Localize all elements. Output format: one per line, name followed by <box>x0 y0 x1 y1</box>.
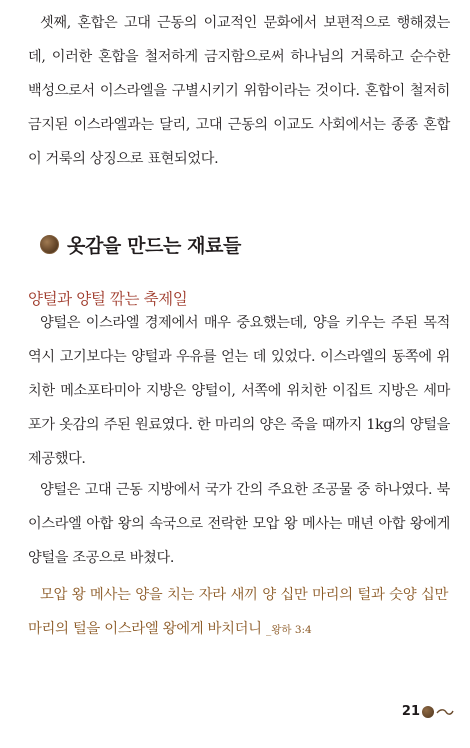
paragraph-1: 셋째, 혼합은 고대 근동의 이교적인 문화에서 보편적으로 행해졌는데, 이러한 혼합을 철저하게 금지함으로써 하나님의 거룩하고 순수한 백성으로서 이스라엘을 구별시키기 위함이라는 것이다. 혼합이 철저히 금지된 이스라엘과는 달리, 고대 근동의 이교도 사회에서는 종종 혼합이 거룩의 상징으로 표현되었다. <box>28 15 450 167</box>
brown-bead-icon <box>422 706 434 718</box>
subheading: 양털과 양털 깎는 축제일 <box>28 290 188 308</box>
quote-source: _왕하 3:4 <box>265 624 312 636</box>
section-heading <box>40 225 241 263</box>
flourish-icon <box>436 707 454 717</box>
page-number: 21 <box>401 704 420 719</box>
brown-bead-icon <box>40 235 59 254</box>
paragraph-3: 양털은 고대 근동 지방에서 국가 간의 주요한 조공물 중 하나였다. 북이스라엘 아합 왕의 속국으로 전락한 모압 왕 메사는 매년 아합 왕에게 양털을 조공으로 바쳤다. <box>28 482 450 566</box>
quote-text: 모압 왕 메사는 양을 치는 자라 새끼 양 십만 마리의 털과 숫양 십만 마리의 털을 이스라엘 왕에게 바치더니 <box>28 587 448 637</box>
page-footer <box>402 704 454 719</box>
section-heading-text: 옷감을 만드는 재료들 <box>67 234 242 257</box>
scripture-quote <box>28 578 448 647</box>
paragraph-2: 양털은 이스라엘 경제에서 매우 중요했는데, 양을 키우는 주된 목적 역시 고기보다는 양털과 우유를 얻는 데 있었다. 이스라엘의 동쪽에 위치한 메소포타미아 지방은 양털이, 서쪽에 위치한 이집트 지방은 세마포가 옷감의 주된 원료였다. 한 마리의 양은 죽을 때까지 1kg의 양털을 제공했다. <box>28 315 450 467</box>
